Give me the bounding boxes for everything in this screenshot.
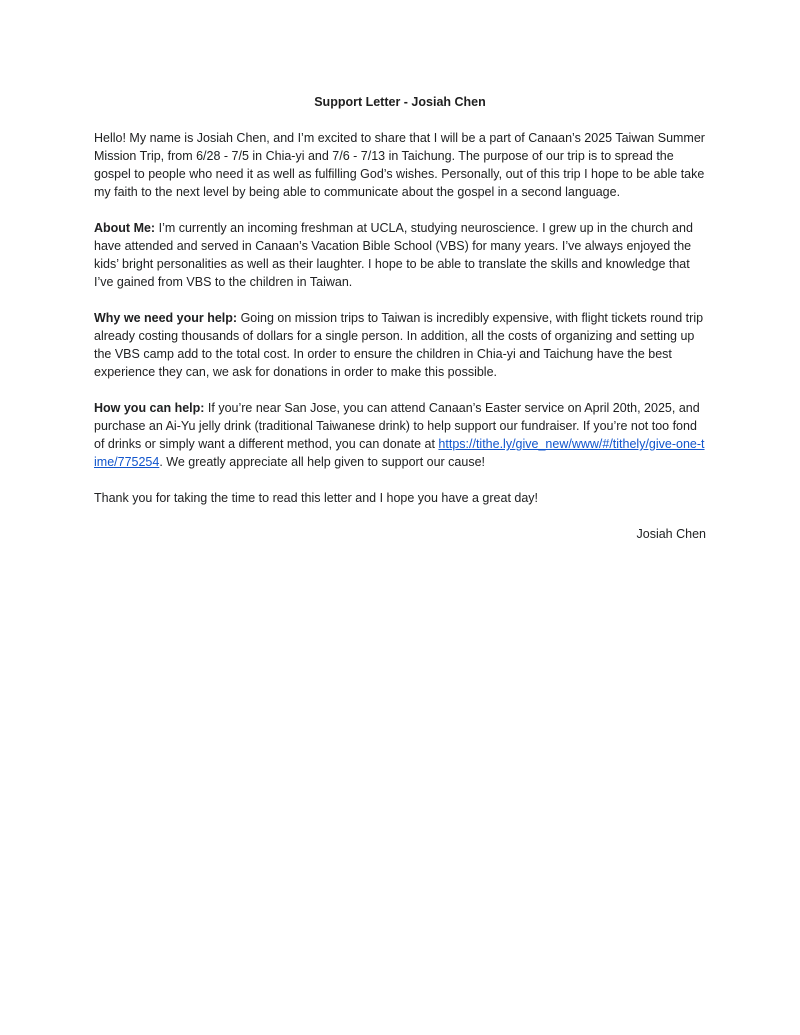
signature: Josiah Chen: [636, 527, 706, 541]
link-trailing-period: .: [159, 455, 163, 469]
paragraph-about-me: [94, 219, 706, 291]
paragraph-how-you-can-help: [94, 399, 706, 471]
paragraph-thank-you: [94, 489, 706, 507]
thank-you-text: Thank you for taking the time to read this letter and I hope you have a great day!: [94, 491, 539, 505]
paragraph-intro: [94, 129, 706, 201]
document-title: Support Letter - Josiah Chen: [314, 95, 486, 109]
why-we-need-help-label: Why we need your help:: [94, 311, 238, 325]
paragraph-intro-text: Hello! My name is Josiah Chen, and I’m excited to share that I will be a part of Canaan’s 2025 Taiwan Summer Mission Trip, from 6/28 - 7/5 in Chia-yi and 7/6 - 7/13 in Taichung. The purpose of our trip is to spread the gospel to people who need it as well as fulfilling God’s wishes. Personally, out of this trip I hope to be able take my faith to the next level by being able to communicate about the gospel in a second language.: [94, 131, 705, 199]
why-we-need-help-text: Going on mission trips to Taiwan is incredibly expensive, with flight tickets round trip already costing thousands of dollars for a single person. In addition, all the costs of organizing and setting up the VBS camp add to the total cost. In order to ensure the children in Chia-yi and Taichung have the best experience they can, we ask for donations in order to make this possible.: [94, 311, 704, 379]
how-you-can-help-text2: We greatly appreciate all help given to support our cause!: [166, 455, 486, 469]
paragraph-why-we-need-help: [94, 309, 706, 381]
how-you-can-help-text: If you’re near San Jose, you can attend Canaan’s Easter service on April 20th, 2025, and purchase an Ai-Yu jelly drink (traditional Taiwanese drink) to help support our fundraiser. If you’re not too fond of drinks or simply want a different method, you can donate at: [94, 401, 700, 451]
about-me-label: About Me:: [94, 221, 156, 235]
about-me-text: I’m currently an incoming freshman at UCLA, studying neuroscience. I grew up in the church and have attended and served in Canaan’s Vacation Bible School (VBS) for many years. I’ve always enjoyed the kids’ bright personalities as well as their laughter. I hope to be able to translate the skills and knowledge that I’ve gained from VBS to the children in Taiwan.: [94, 221, 693, 289]
how-you-can-help-label: How you can help:: [94, 401, 205, 415]
donation-link[interactable]: https://tithe.ly/give_new/www/#/tithely/give-one-time/775254: [94, 437, 705, 469]
